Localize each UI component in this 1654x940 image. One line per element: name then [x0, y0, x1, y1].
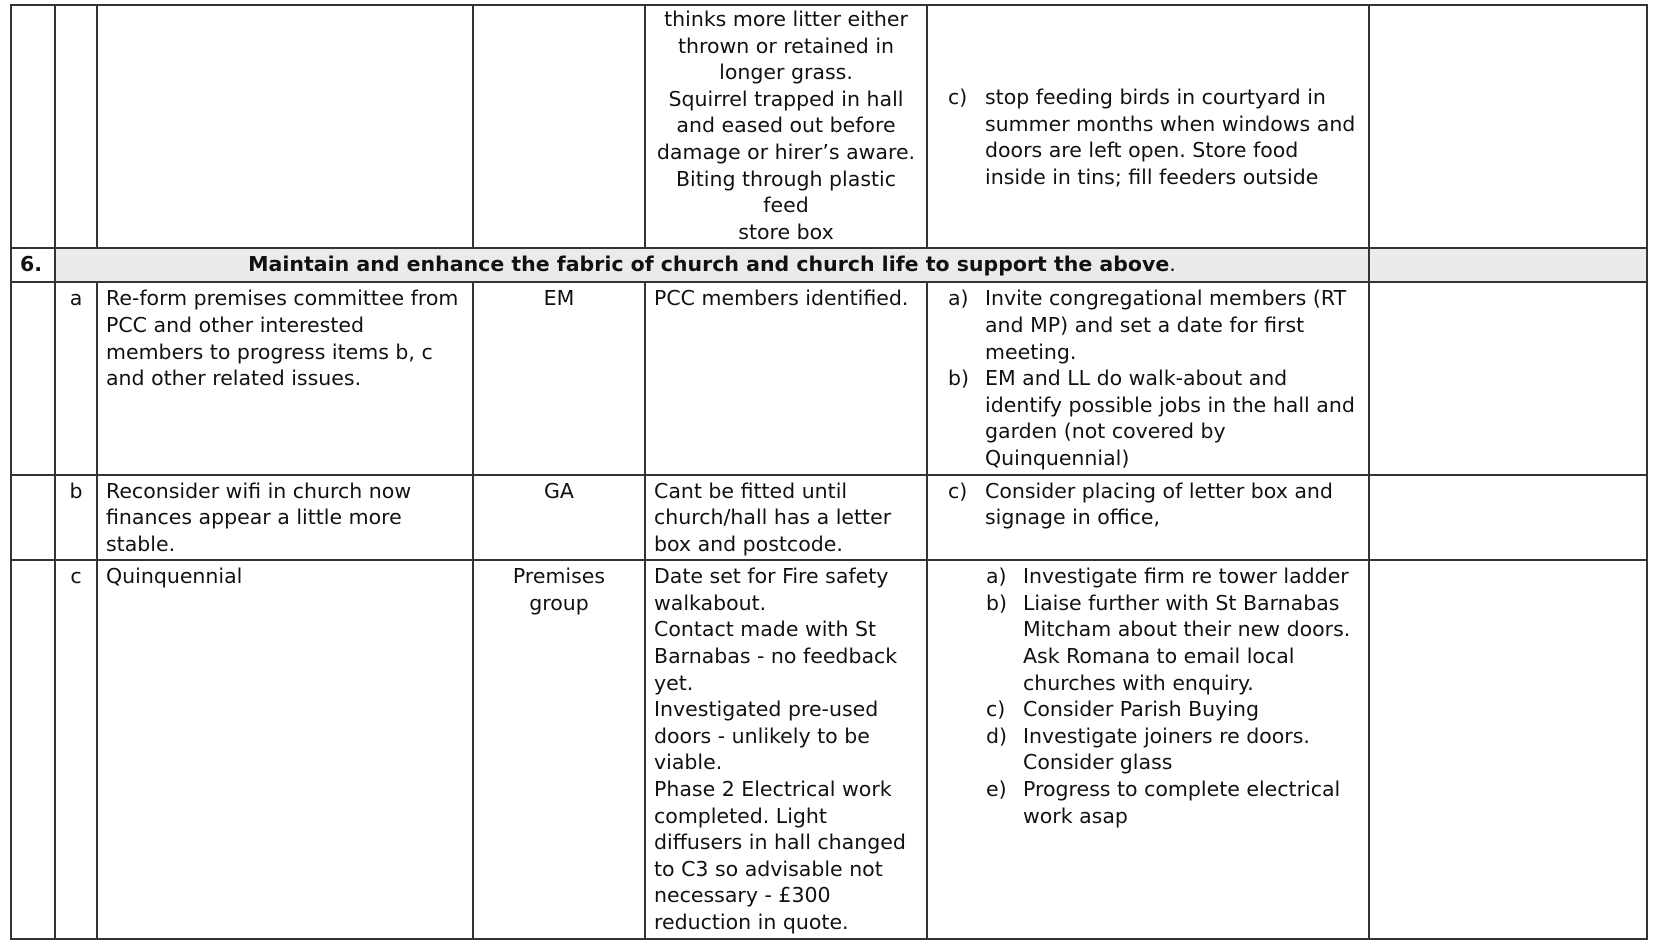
progress-cell	[645, 282, 927, 474]
progress-line: store box	[738, 219, 834, 244]
item-letter: c	[55, 560, 97, 938]
action-label: a)	[948, 286, 969, 311]
task-text: Reconsider wifi in church now finances appear a little more stable.	[97, 475, 473, 561]
action-item	[936, 723, 1360, 776]
action-text: stop feeding birds in courtyard in summer months when windows and doors are left open. Store food inside in tins; fill feeders outside	[985, 85, 1356, 189]
notes-cell	[1369, 282, 1647, 474]
notes-cell	[1369, 475, 1647, 561]
action-label: a)	[986, 564, 1007, 589]
action-label: b)	[948, 366, 970, 391]
action-text: Liaise further with St Barnabas Mitcham about their new doors. Ask Romana to email local churches with enquiry.	[1023, 590, 1351, 695]
actions-cell	[927, 5, 1369, 248]
item-letter-cell	[55, 5, 97, 248]
action-item	[936, 365, 1360, 471]
action-text: Consider Parish Buying	[1023, 697, 1260, 722]
table-row	[11, 5, 1647, 248]
progress-line: Cant be fitted until church/hall has a letter box and postcode.	[654, 478, 892, 556]
progress-line: PCC members identified.	[654, 286, 909, 311]
section-title	[55, 248, 1369, 282]
owner-text: Premises group	[473, 560, 645, 938]
progress-cell	[645, 5, 927, 248]
section-title-text: Maintain and enhance the fabric of church and church life to support the above	[248, 252, 1170, 277]
action-list	[936, 478, 1360, 531]
progress-line: and eased out before	[676, 113, 896, 138]
action-text: EM and LL do walk-about and identify possible jobs in the hall and garden (not covered by Quinquennial)	[985, 366, 1355, 470]
action-item	[936, 776, 1360, 829]
section-number: 6.	[11, 248, 55, 282]
progress-line: damage or hirer’s aware.	[656, 139, 916, 164]
action-item	[936, 563, 1360, 590]
progress-line: Investigated pre-used doors - unlikely to be viable.	[654, 697, 879, 775]
owner-text: EM	[473, 282, 645, 474]
action-item	[936, 696, 1360, 723]
table-row	[11, 282, 1647, 474]
item-letter: b	[55, 475, 97, 561]
action-item	[936, 590, 1360, 696]
action-label: b)	[986, 590, 1008, 615]
task-text: Re-form premises committee from PCC and other interested members to progress items b, c and other related issues.	[97, 282, 473, 474]
owner-text: GA	[473, 475, 645, 561]
action-label: c)	[948, 478, 968, 503]
item-number-cell	[11, 560, 55, 938]
action-plan-table	[10, 4, 1648, 940]
owner-cell	[473, 5, 645, 248]
progress-line: longer grass.	[719, 60, 853, 85]
task-text: Quinquennial	[97, 560, 473, 938]
progress-line: thrown or retained in	[677, 33, 895, 58]
table-row	[11, 560, 1647, 938]
actions-cell	[927, 475, 1369, 561]
action-list	[936, 285, 1360, 471]
action-label: e)	[986, 777, 1007, 802]
action-text: Progress to complete electrical work asap	[1023, 777, 1341, 828]
action-list	[936, 84, 1360, 190]
action-label: d)	[986, 723, 1008, 748]
progress-cell	[645, 560, 927, 938]
action-item	[936, 285, 1360, 365]
section-row	[11, 248, 1647, 282]
section-title-end: .	[1169, 252, 1176, 277]
action-text: Invite congregational members (RT and MP) and set a date for first meeting.	[985, 286, 1347, 364]
item-letter: a	[55, 282, 97, 474]
section-end-cell	[1369, 248, 1647, 282]
action-label: c)	[986, 697, 1006, 722]
action-item	[936, 84, 1360, 190]
action-text: Investigate firm re tower ladder	[1023, 564, 1349, 589]
actions-cell	[927, 560, 1369, 938]
table-row	[11, 475, 1647, 561]
actions-cell	[927, 282, 1369, 474]
notes-cell	[1369, 5, 1647, 248]
action-item	[936, 478, 1360, 531]
task-cell	[97, 5, 473, 248]
notes-cell	[1369, 560, 1647, 938]
item-number-cell	[11, 5, 55, 248]
progress-line: Squirrel trapped in hall	[668, 86, 904, 111]
progress-line: Date set for Fire safety walkabout.	[654, 564, 889, 615]
progress-line: Contact made with St Barnabas - no feedback yet.	[654, 617, 898, 695]
item-number-cell	[11, 475, 55, 561]
action-text: Investigate joiners re doors. Consider glass	[1023, 723, 1310, 775]
progress-line: thinks more litter either	[664, 7, 908, 31]
progress-line: Phase 2 Electrical work completed. Light diffusers in hall changed to C3 so advisable not necessary - £300 reduction in quote.	[654, 777, 906, 934]
action-list	[936, 563, 1360, 829]
action-label: c)	[948, 85, 968, 109]
progress-cell	[645, 475, 927, 561]
action-text: Consider placing of letter box and signage in office,	[985, 478, 1333, 530]
progress-line: Biting through plastic feed	[675, 166, 897, 218]
item-number-cell	[11, 282, 55, 474]
